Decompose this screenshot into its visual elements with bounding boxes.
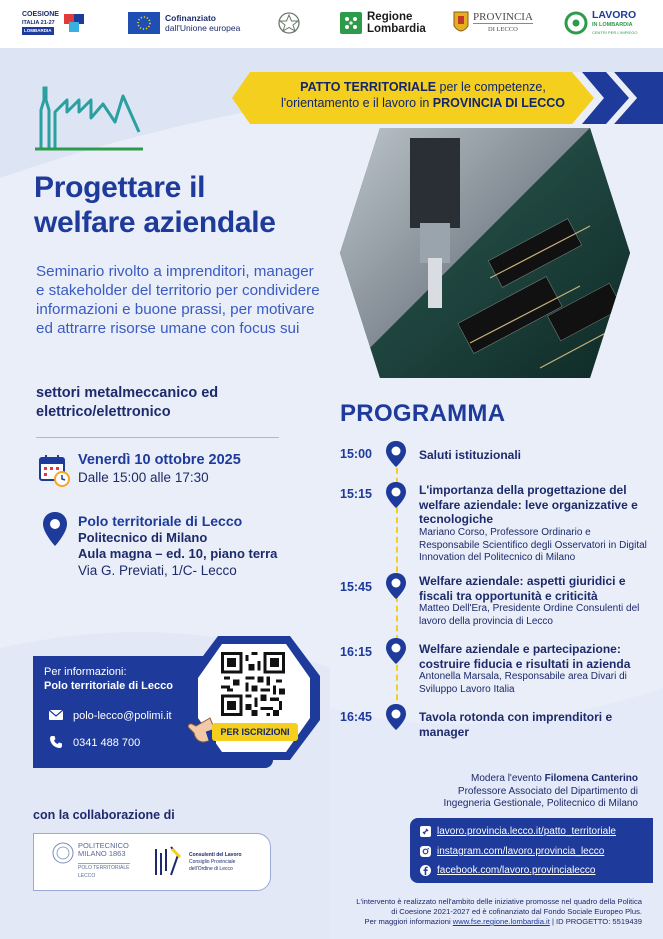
eu-text-1: Cofinanziato — [165, 13, 216, 23]
moderator-prefix: Modera l'evento — [471, 773, 545, 784]
lavoro-lombardia-logo — [564, 8, 637, 38]
instagram-link[interactable] — [420, 846, 604, 857]
coesione-sub: ITALIA 21-27 — [22, 20, 55, 26]
instagram-icon — [420, 846, 431, 857]
program-time: 15:15 — [340, 487, 372, 501]
program-item-title: Welfare aziendale e partecipazione: costruire fiducia e risultati in azienda — [419, 642, 631, 671]
fse-website-link[interactable]: www.fse.regione.lombardia.it — [452, 917, 550, 926]
polimi-text-2: MILANO 1863 — [78, 849, 126, 858]
info-title — [44, 665, 173, 693]
provincia-text-1: PROVINCIA — [473, 10, 533, 23]
footer-line-2: di Coesione 2021-2027 ed è cofinanziato dal Fondo Sociale Europeo Plus. — [391, 907, 642, 916]
consulenti-text-2: Consiglio Provinciale — [189, 858, 236, 865]
collaboration-label: con la collaborazione di — [33, 808, 175, 822]
instagram-link-text[interactable]: instagram.com/lavoro.provincia_lecco — [437, 846, 605, 857]
web-link[interactable] — [420, 826, 616, 837]
patto-line1-rest: per le competenze, — [436, 80, 546, 94]
coesione-mark-icon — [62, 12, 88, 34]
program-time: 15:45 — [340, 580, 372, 594]
polimi-text-4: LECCO — [78, 873, 96, 879]
timeline-pin-icon — [385, 703, 407, 731]
italy-emblem-logo — [277, 8, 301, 38]
timeline-pin-icon — [385, 572, 407, 600]
lavoro-text-2: IN LOMBARDIA — [592, 21, 633, 28]
program-item-speaker: Matteo Dell'Era, Presidente Ordine Consulenti del lavoro della provincia di Lecco — [419, 603, 640, 627]
location-pin-icon — [42, 511, 68, 547]
facebook-link[interactable] — [420, 865, 595, 876]
program-item-speaker: Antonella Marsala, Responsabile area Divari di Sviluppo Lavoro Italia — [419, 671, 627, 695]
program-item-speaker: Mariano Corso, Professore Ordinario e Responsabile Scientifico degli Osservatori in Digital Innovation del Politecnico di Milano — [419, 527, 647, 563]
calendar-icon — [38, 453, 70, 487]
timeline-pin-icon — [385, 440, 407, 468]
program-item-title: Welfare aziendale: aspetti giuridici e fiscali tra opportunità e criticità — [419, 574, 626, 603]
coesione-text: COESIONE — [22, 11, 59, 18]
moderator-name: Filomena Canterino — [544, 773, 638, 784]
timeline-pin-icon — [385, 481, 407, 509]
info-phone-link[interactable]: 0341 488 700 — [73, 737, 141, 749]
consulenti-text-3: dell'Ordine di Lecco — [189, 865, 233, 872]
provincia-text-2: DI LECCO — [473, 23, 533, 35]
venue-room: Aula magna – ed. 10, piano terra — [78, 546, 278, 561]
web-link-text[interactable]: lavoro.provincia.lecco.it/patto_territoriale — [437, 826, 616, 837]
info-org: Polo territoriale di Lecco — [44, 680, 173, 692]
seminar-description: Seminario rivolto a imprenditori, manager e stakeholder del territorio per condividere informazioni e buone prassi, per motivare ed attrarre risorse umane con focus sui — [36, 263, 320, 337]
patto-banner-text — [258, 79, 588, 111]
regione-text-1: Regione — [367, 11, 413, 23]
consulenti-logo — [152, 845, 242, 879]
footer-project-id: | ID PROGETTO: 5519439 — [549, 917, 642, 926]
footer-line-3-prefix: Per maggiori informazioni — [364, 917, 453, 926]
patto-line2-bold: PROVINCIA DI LECCO — [432, 96, 565, 110]
info-label: Per informazioni: — [44, 666, 127, 678]
facebook-icon — [420, 865, 431, 876]
title-line-2: welfare aziendale — [34, 206, 276, 239]
program-item-title: Tavola rotonda con imprenditori e manager — [419, 710, 613, 739]
consulenti-text-1: Consulenti del Lavoro — [189, 851, 242, 858]
program-time: 16:15 — [340, 645, 372, 659]
eu-text-2: dall'Unione europea — [165, 23, 241, 33]
facebook-link-text[interactable]: facebook.com/lavoro.provincialecco — [437, 865, 596, 876]
regione-text-2: Lombardia — [367, 23, 426, 35]
email-icon — [48, 709, 64, 721]
program-item-title: L'importanza della progettazione del welfare aziendale: leve organizzative e tecnologiche — [419, 483, 638, 526]
moderator-role-1: Professore Associato del Dipartimento di — [457, 785, 638, 797]
lavoro-text-1: LAVORO — [592, 8, 637, 21]
register-button[interactable]: PER ISCRIZIONI — [212, 723, 298, 741]
provincia-crest-icon — [452, 8, 470, 38]
venue-institution: Politecnico di Milano — [78, 530, 208, 545]
eu-flag-icon — [128, 12, 160, 34]
lavoro-mark-icon — [564, 11, 588, 35]
polimi-text-1: POLITECNICO — [78, 841, 129, 850]
rosa-camuna-icon — [340, 12, 362, 34]
focus-sectors: settori metalmeccanico ed elettrico/elettronico — [36, 385, 219, 420]
venue-address: Via G. Previati, 1/C- Lecco — [78, 563, 237, 578]
moderator-role-2: Ingegneria Gestionale, Politecnico di Milano — [443, 798, 638, 809]
event-time: Dalle 15:00 alle 17:30 — [78, 470, 209, 485]
italy-emblem-icon — [277, 10, 301, 36]
lavoro-text-3: CENTRI PER L'IMPIEGO — [592, 29, 638, 35]
lecco-skyline-icon — [33, 82, 145, 154]
event-date: Venerdì 10 ottobre 2025 — [78, 452, 241, 468]
title-line-1: Progettare il — [34, 171, 206, 204]
divider — [36, 437, 279, 438]
polimi-text-3: POLO TERRITORIALE — [78, 865, 130, 871]
polimi-seal-icon — [52, 842, 74, 864]
program-time: 15:00 — [340, 447, 372, 461]
page-title — [34, 170, 324, 240]
qr-code[interactable] — [221, 652, 285, 716]
eu-logo — [128, 8, 240, 38]
program-time: 16:45 — [340, 710, 372, 724]
patto-line2-rest: l'orientamento e il lavoro in — [281, 96, 433, 110]
provincia-lecco-logo — [452, 5, 533, 41]
consulenti-mark-icon — [152, 845, 184, 879]
link-icon — [420, 826, 431, 837]
polimi-logo — [52, 842, 130, 880]
programma-heading: PROGRAMMA — [340, 400, 506, 427]
phone-icon — [49, 735, 63, 749]
footer-note — [300, 897, 642, 927]
timeline-pin-icon — [385, 637, 407, 665]
patto-line1-bold: PATTO TERRITORIALE — [300, 80, 437, 94]
program-item-title: Saluti istituzionali — [419, 448, 522, 462]
venue-name: Polo territoriale di Lecco — [78, 513, 243, 529]
coesione-region: LOMBARDIA — [24, 28, 52, 33]
regione-lombardia-logo — [340, 8, 426, 38]
moderator-block — [400, 773, 638, 811]
coesione-logo — [22, 8, 88, 38]
electronics-photo — [340, 128, 630, 378]
footer-line-1: L'intervento è realizzato nell'ambito delle iniziative promosse nel quadro della Politica — [356, 897, 642, 906]
info-email-link[interactable]: polo-lecco@polimi.it — [73, 710, 172, 722]
